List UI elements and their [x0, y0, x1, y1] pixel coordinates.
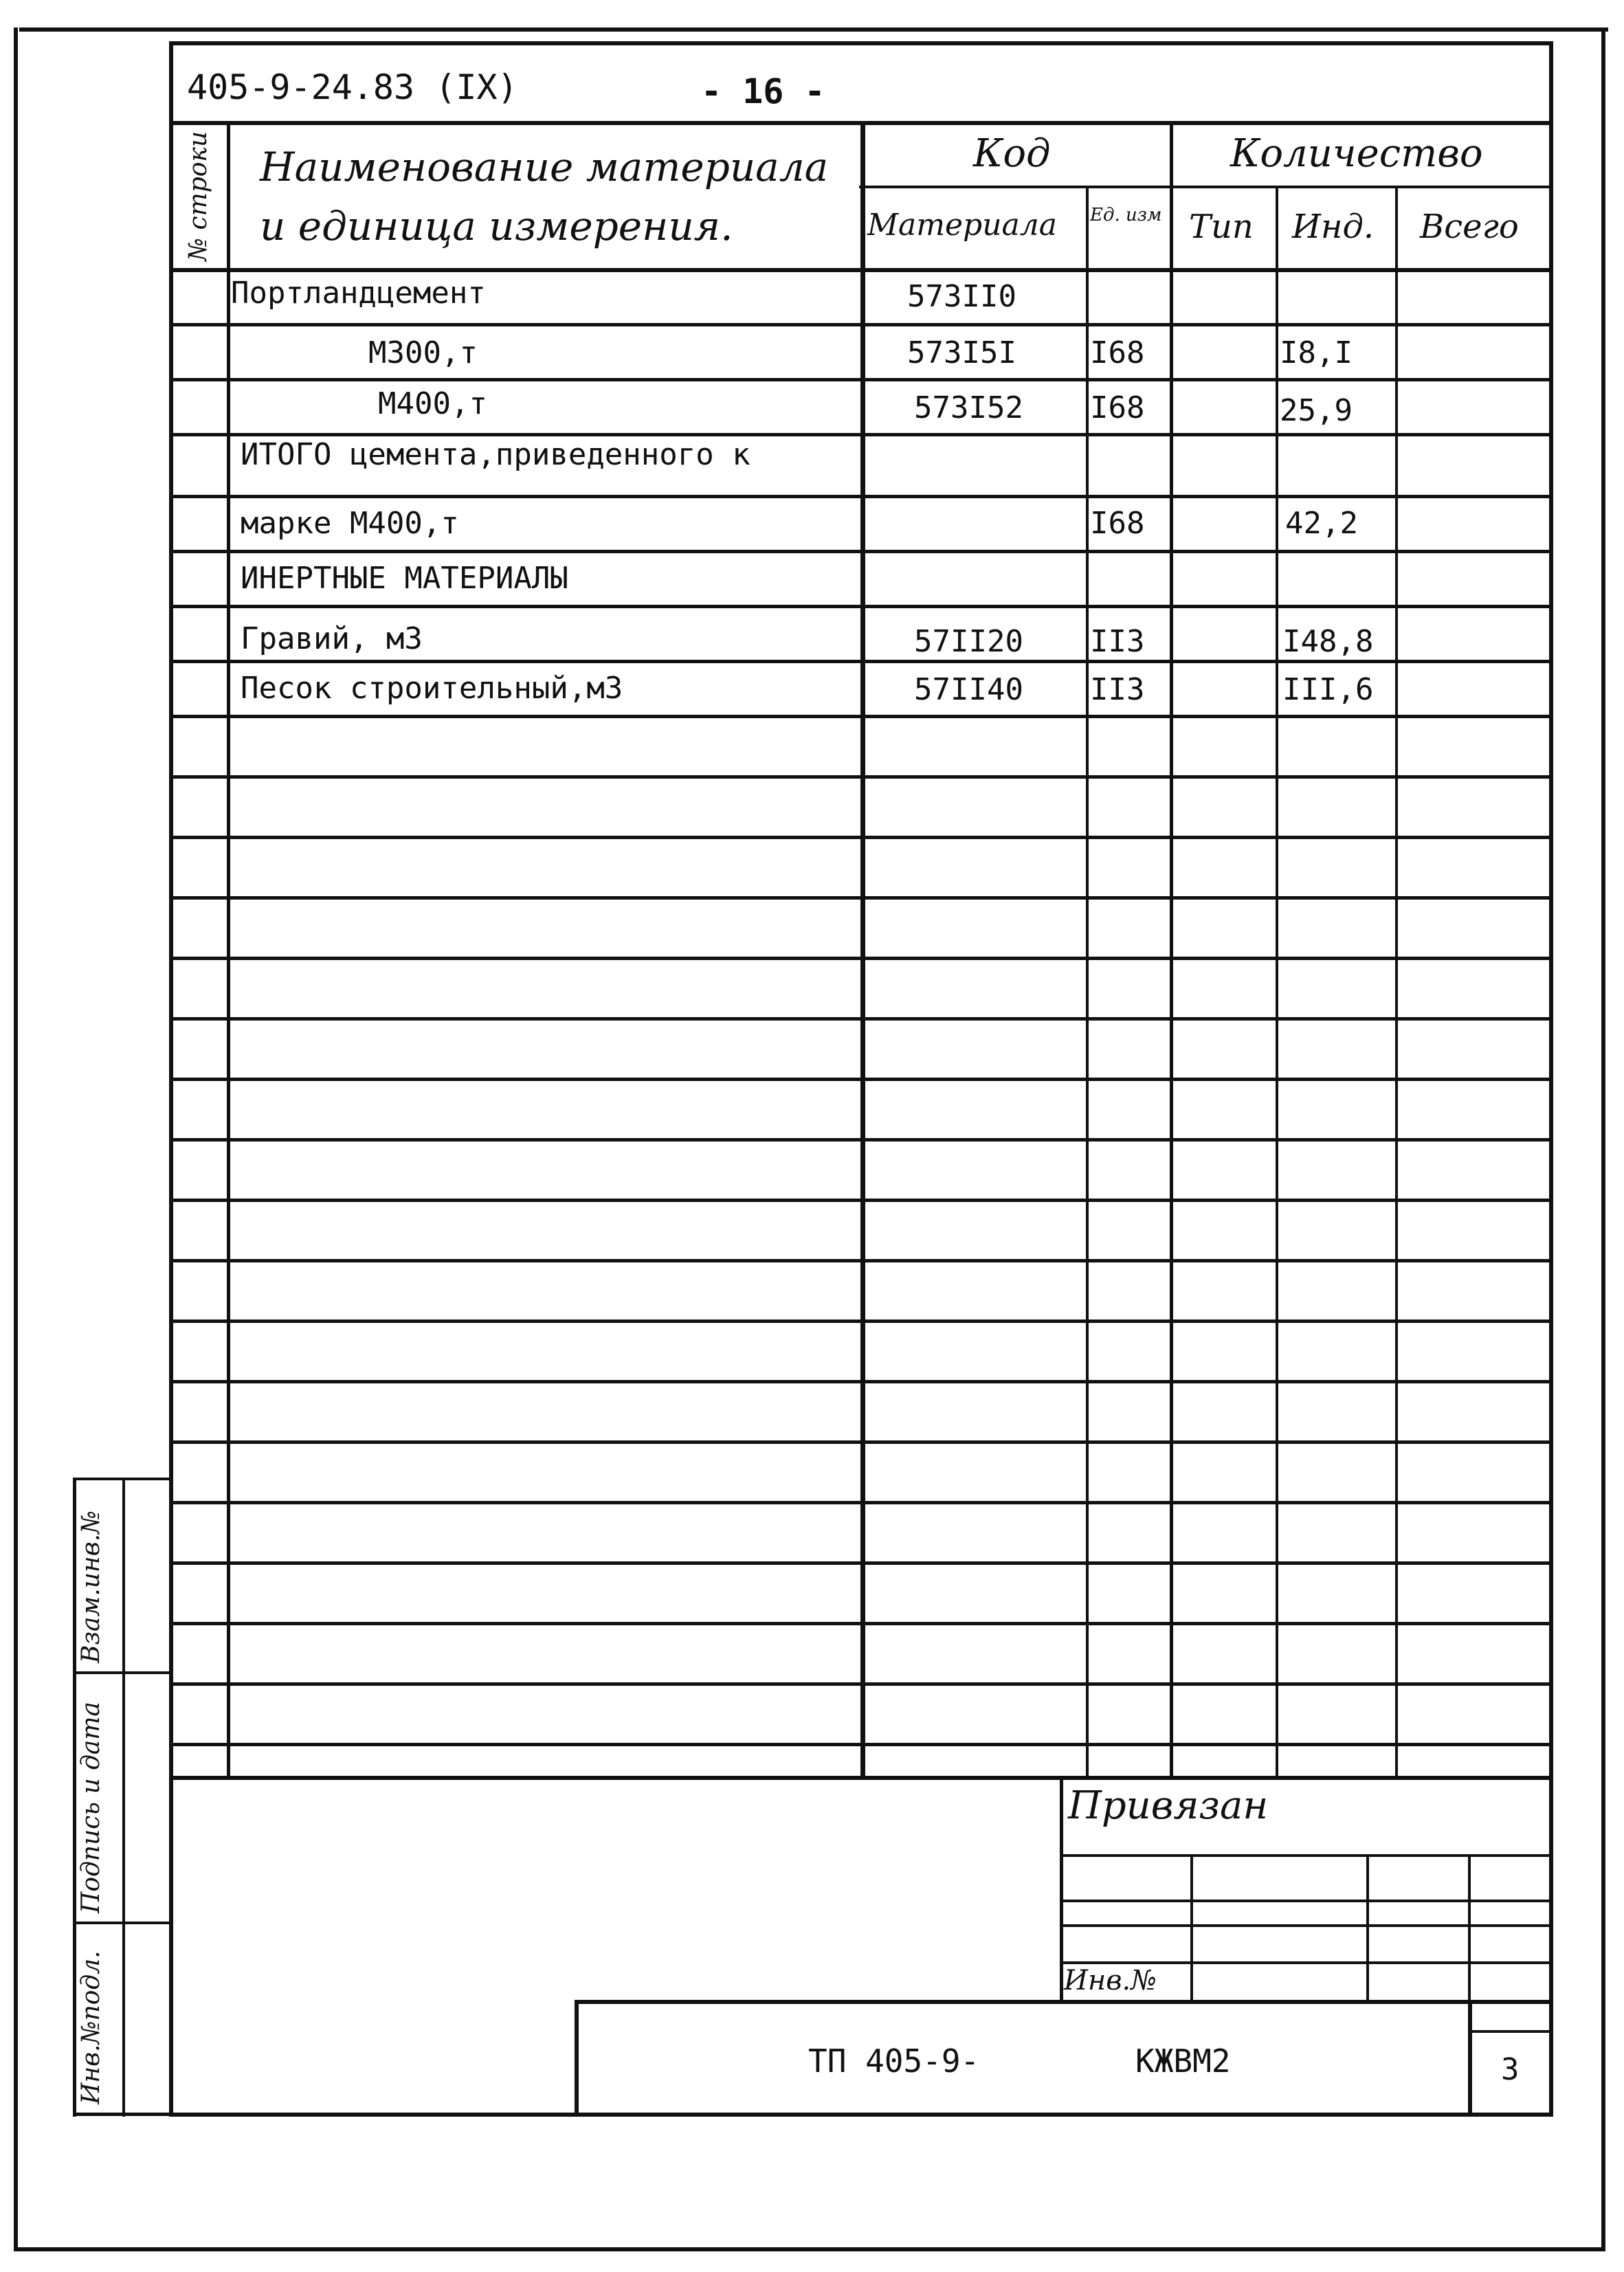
- header-name-line2: и единица измерения.: [260, 203, 733, 249]
- table-row-line: [173, 775, 1549, 779]
- row-5-unit: I68: [1090, 506, 1145, 541]
- table-row-line: [173, 1440, 1549, 1444]
- row-5-name: марке M400,т: [241, 506, 459, 541]
- table-row-line: [173, 1380, 1549, 1383]
- header-code-material: Материала: [867, 208, 1058, 243]
- row-2-ind: I8,I: [1280, 335, 1353, 370]
- table-row-line: [173, 1078, 1549, 1081]
- row-8-code: 57II40: [914, 672, 1023, 707]
- table-row-line: [173, 715, 1549, 718]
- row-7-unit: II3: [1090, 624, 1145, 659]
- inner-frame-bottom: [169, 2113, 1553, 2117]
- row-7-name: Гравий, м3: [241, 621, 423, 656]
- outer-frame-right: [1601, 27, 1605, 2251]
- table-row-line: [173, 896, 1549, 900]
- outer-frame-bottom: [14, 2247, 1603, 2251]
- table-row-line: [173, 836, 1549, 839]
- table-row-line: [173, 1259, 1549, 1262]
- header-qty-type: Тип: [1189, 208, 1254, 246]
- row-3-unit: I68: [1090, 390, 1145, 425]
- header-quantity: Количество: [1230, 131, 1483, 176]
- header-qty-ind: Инд.: [1292, 208, 1375, 246]
- row-6-name: ИНЕРТНЫЕ МАТЕРИАЛЫ: [241, 561, 568, 596]
- header-qty-total: Всего: [1420, 208, 1519, 246]
- table-row-line: [173, 1682, 1549, 1686]
- row-3-ind: 25,9: [1280, 393, 1353, 428]
- row-2-name: M300,т: [368, 335, 478, 370]
- doc-code: 405-9-24.83 (IX): [187, 67, 518, 107]
- table-row-line: [173, 660, 1549, 663]
- title-sheet-number: 3: [1501, 2052, 1520, 2087]
- table-row-line: [173, 1561, 1549, 1565]
- stamp-sign-date: Подпись и дата: [77, 1702, 105, 1913]
- table-row-line: [173, 495, 1549, 498]
- outer-frame-top: [19, 27, 1608, 32]
- table-row-line: [173, 378, 1549, 381]
- table-row-line: [173, 1319, 1549, 1323]
- row-2-unit: I68: [1090, 335, 1145, 370]
- row-1-code: 573II0: [907, 279, 1016, 314]
- row-2-code: 573I5I: [907, 335, 1016, 370]
- row-7-ind: I48,8: [1282, 624, 1374, 659]
- header-code: Код: [973, 131, 1051, 176]
- header-row-number: № строки: [184, 131, 212, 261]
- title-linked: Привязан: [1068, 1783, 1269, 1828]
- table-row-line: [173, 323, 1549, 326]
- row-1-name: Портландцемент: [231, 276, 486, 311]
- title-doc-mark: КЖВМ2: [1135, 2042, 1231, 2080]
- row-8-ind: III,6: [1282, 672, 1374, 707]
- row-8-name: Песок строительный,м3: [241, 671, 623, 706]
- table-row-line: [173, 1138, 1549, 1141]
- table-row-line: [173, 605, 1549, 608]
- table-row-line: [173, 550, 1549, 553]
- row-3-code: 573I52: [914, 390, 1023, 425]
- table-row-line: [173, 1743, 1549, 1746]
- row-3-name: M400,т: [378, 386, 487, 421]
- row-4-name: ИТОГО цемента,приведенного к: [241, 437, 750, 472]
- stamp-inv-orig: Инв.№подл.: [77, 1950, 105, 2104]
- title-doc-designation: ТП 405-9-: [808, 2042, 980, 2080]
- table-row-line: [173, 1199, 1549, 1202]
- table-row-line: [173, 1017, 1549, 1021]
- inner-frame-right: [1549, 41, 1553, 2117]
- table-row-line: [173, 1501, 1549, 1504]
- row-8-unit: II3: [1090, 672, 1145, 707]
- row-5-ind: 42,2: [1285, 506, 1358, 541]
- page-number: - 16 -: [701, 71, 825, 111]
- table-row-line: [173, 1622, 1549, 1625]
- title-inv-no: Инв.№: [1064, 1965, 1157, 1996]
- inner-frame-top: [170, 41, 1552, 45]
- stamp-replace-inv: Взам.инв.№: [77, 1510, 105, 1663]
- outer-frame-left: [14, 27, 18, 2251]
- row-7-code: 57II20: [914, 624, 1023, 659]
- header-name-line1: Наименование материала: [260, 144, 829, 190]
- header-code-unit: Ед. изм: [1090, 205, 1162, 225]
- table-row-line: [173, 433, 1549, 436]
- table-row-line: [173, 957, 1549, 960]
